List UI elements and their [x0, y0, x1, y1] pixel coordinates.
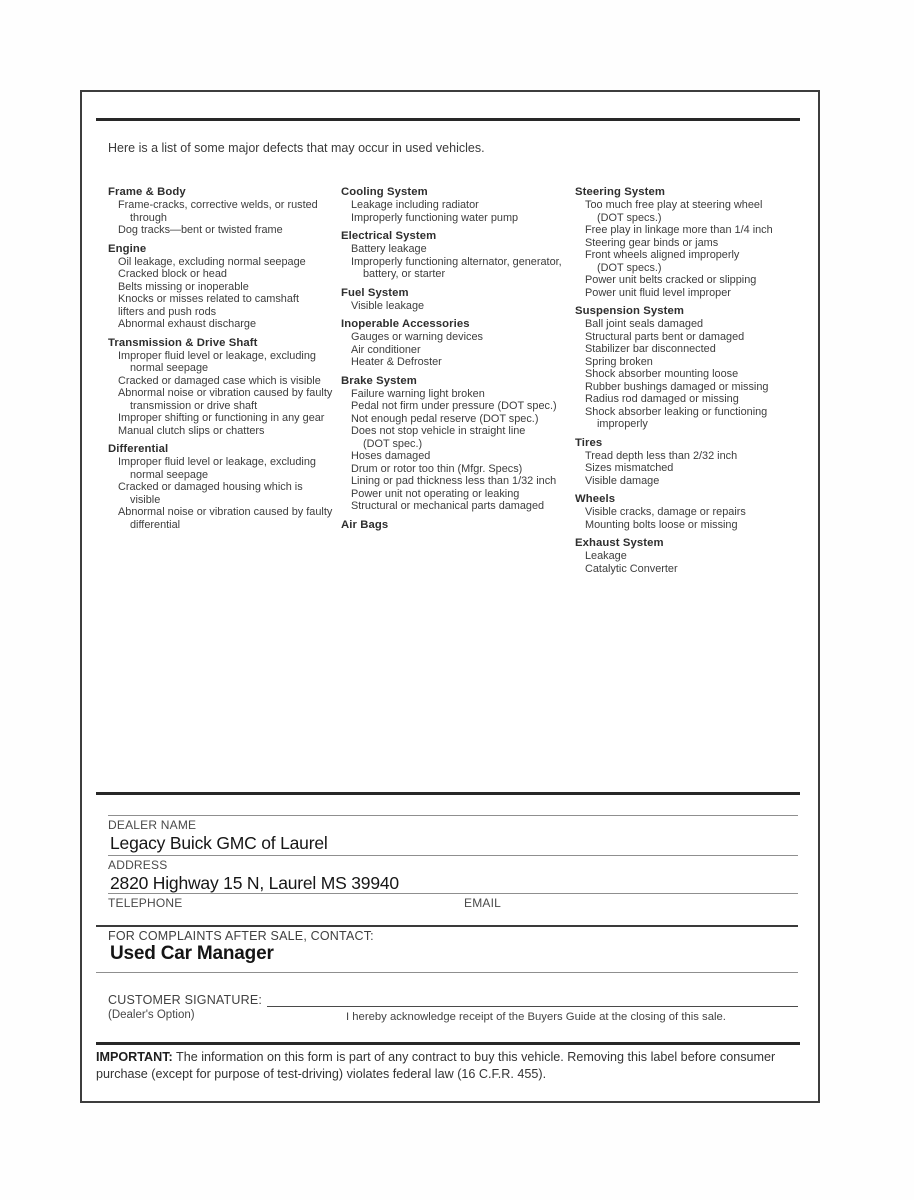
address-label: ADDRESS	[108, 858, 168, 872]
defect-line: visible	[130, 493, 161, 506]
defect-line: Improper shifting or functioning in any gear	[118, 412, 325, 424]
defect-line: (DOT specs.)	[597, 211, 662, 224]
buyers-guide-sheet	[80, 90, 820, 1103]
defect-line: Cracked block or head	[118, 268, 227, 280]
defect-line: normal seepage	[130, 362, 209, 374]
top-divider-rule	[96, 118, 800, 121]
defect-line: Knocks or misses related to camshaft	[118, 293, 299, 305]
defect-line: Power unit belts cracked or slipping	[585, 274, 757, 286]
defect-line: Too much free play at steering wheel	[585, 199, 763, 211]
defect-line: Lining or pad thickness less than 1/32 inch	[351, 475, 557, 487]
defect-line: Improperly functioning alternator, generator,	[351, 255, 562, 268]
defect-line: Front wheels aligned improperly	[585, 249, 740, 261]
customer-signature-row	[108, 993, 798, 1007]
defect-line: Tread depth less than 2/32 inch	[585, 449, 738, 462]
defect-line: Improper fluid level or leakage, excluding	[118, 456, 316, 468]
dealer-name-value: Legacy Buick GMC of Laurel	[110, 833, 328, 853]
defect-line: Hoses damaged	[351, 450, 431, 462]
defect-line: through	[130, 211, 167, 224]
telephone-label: TELEPHONE	[108, 896, 183, 910]
defect-line: Leakage including radiator	[351, 199, 479, 211]
defect-line: Does not stop vehicle in straight line	[351, 425, 526, 437]
defect-line: Cracked or damaged housing which is	[118, 481, 303, 493]
defect-line: Cracked or damaged case which is visible	[118, 374, 321, 387]
defect-line: Battery leakage	[351, 243, 427, 255]
defect-line: Heater & Defroster	[351, 356, 442, 368]
defects-column-3	[575, 186, 812, 575]
defects-column-1	[108, 186, 341, 531]
dealer-name-label: DEALER NAME	[108, 818, 197, 832]
defect-line: Visible leakage	[351, 299, 425, 312]
address-field	[96, 855, 800, 894]
dealers-option-note: (Dealer's Option)	[108, 1009, 195, 1021]
field-line	[108, 893, 798, 894]
footer-top-rule	[96, 1042, 800, 1045]
field-line	[108, 815, 798, 816]
defect-section-title: Engine	[108, 242, 147, 255]
defect-line: differential	[130, 518, 181, 531]
defect-section-title: Cooling System	[341, 186, 428, 198]
complaints-top-rule	[96, 925, 798, 927]
defect-line: Abnormal noise or vibration caused by faulty	[118, 506, 333, 518]
complaints-bottom-rule	[96, 972, 798, 973]
defect-line: Rubber bushings damaged or missing	[585, 380, 769, 393]
defect-line: Gauges or warning devices	[351, 331, 483, 343]
defect-section-title: Inoperable Accessories	[341, 318, 470, 330]
dealer-name-field	[96, 815, 800, 854]
defects-columns	[108, 186, 812, 575]
defect-line: Radius rod damaged or missing	[585, 393, 739, 405]
defect-line: lifters and push rods	[118, 305, 217, 318]
defect-section-title: Air Bags	[341, 518, 389, 531]
complaints-value: Used Car Manager	[110, 943, 274, 964]
defect-line: (DOT spec.)	[363, 437, 423, 450]
field-line	[108, 855, 798, 856]
defect-line: Dog tracks—bent or twisted frame	[118, 224, 283, 236]
defect-section-title: Wheels	[575, 493, 616, 505]
defect-line: Improperly functioning water pump	[351, 211, 519, 224]
defect-line: Stabilizer bar disconnected	[585, 343, 716, 355]
defect-line: Drum or rotor too thin (Mfgr. Specs)	[351, 462, 523, 475]
important-label: IMPORTANT:	[96, 1050, 173, 1064]
defect-section-title: Differential	[108, 443, 169, 455]
complaints-label: FOR COMPLAINTS AFTER SALE, CONTACT:	[108, 929, 374, 943]
defect-section-title: Steering System	[575, 186, 666, 198]
defect-line: Power unit not operating or leaking	[351, 487, 520, 500]
important-text: The information on this form is part of any contract to buy this vehicle. Removing this label before consumer purchase (except for purpose of test-driving) violates federal law (16 C.F.R. 455).	[96, 1050, 776, 1081]
defect-line: Air conditioner	[351, 343, 421, 356]
defect-line: normal seepage	[130, 468, 209, 481]
defect-line: Pedal not firm under pressure (DOT spec.)	[351, 400, 557, 412]
defect-section-title: Exhaust System	[575, 537, 664, 549]
defect-line: transmission or drive shaft	[130, 399, 258, 412]
defect-section-title: Tires	[575, 436, 603, 449]
signature-blank-line	[267, 993, 798, 1007]
defects-intro-text: Here is a list of some major defects that may occur in used vehicles.	[108, 141, 485, 155]
defect-line: Spring broken	[585, 355, 653, 368]
acknowledgment-text: I hereby acknowledge receipt of the Buyers Guide at the closing of this sale.	[346, 1011, 726, 1023]
defect-section-title: Electrical System	[341, 230, 437, 242]
defect-line: Oil leakage, excluding normal seepage	[118, 255, 306, 268]
defect-line: Sizes mismatched	[585, 462, 674, 474]
defect-line: Frame-cracks, corrective welds, or rusted	[118, 199, 318, 211]
defect-line: Ball joint seals damaged	[585, 318, 704, 330]
defect-line: (DOT specs.)	[597, 261, 662, 274]
defect-line: Mounting bolts loose or missing	[585, 518, 738, 531]
defect-line: Manual clutch slips or chatters	[118, 424, 265, 437]
defect-line: Abnormal noise or vibration caused by faulty	[118, 387, 333, 399]
defect-line: Shock absorber mounting loose	[585, 368, 739, 380]
defect-line: Structural parts bent or damaged	[585, 330, 745, 343]
important-notice	[96, 1049, 798, 1083]
defect-line: Free play in linkage more than 1/4 inch	[585, 224, 773, 236]
defect-section-title: Transmission & Drive Shaft	[108, 336, 258, 349]
defect-section-title: Suspension System	[575, 305, 685, 317]
email-label: EMAIL	[464, 896, 502, 910]
defect-section-title: Fuel System	[341, 286, 409, 299]
defect-section-title: Brake System	[341, 374, 417, 387]
defect-line: Shock absorber leaking or functioning	[585, 405, 768, 418]
defect-line: Visible damage	[585, 474, 660, 487]
defect-section-title: Frame & Body	[108, 186, 186, 198]
defects-column-2	[341, 186, 575, 532]
defect-line: improperly	[597, 418, 648, 430]
defect-line: battery, or starter	[363, 268, 446, 280]
defect-line: Visible cracks, damage or repairs	[585, 506, 746, 518]
defect-line: Improper fluid level or leakage, excluding	[118, 349, 316, 362]
defect-line: Catalytic Converter	[585, 562, 678, 575]
defect-line: Structural or mechanical parts damaged	[351, 500, 545, 512]
defect-line: Steering gear binds or jams	[585, 236, 719, 249]
defect-line: Leakage	[585, 550, 627, 562]
defect-line: Abnormal exhaust discharge	[118, 318, 257, 330]
defect-line: Power unit fluid level improper	[585, 286, 731, 299]
customer-signature-label: CUSTOMER SIGNATURE:	[108, 993, 263, 1007]
address-value: 2820 Highway 15 N, Laurel MS 39940	[110, 873, 399, 893]
defect-line: Failure warning light broken	[351, 387, 485, 400]
defect-line: Not enough pedal reserve (DOT spec.)	[351, 412, 539, 425]
defect-line: Belts missing or inoperable	[118, 280, 249, 293]
telephone-email-field	[96, 893, 800, 910]
form-top-rule	[96, 792, 800, 795]
